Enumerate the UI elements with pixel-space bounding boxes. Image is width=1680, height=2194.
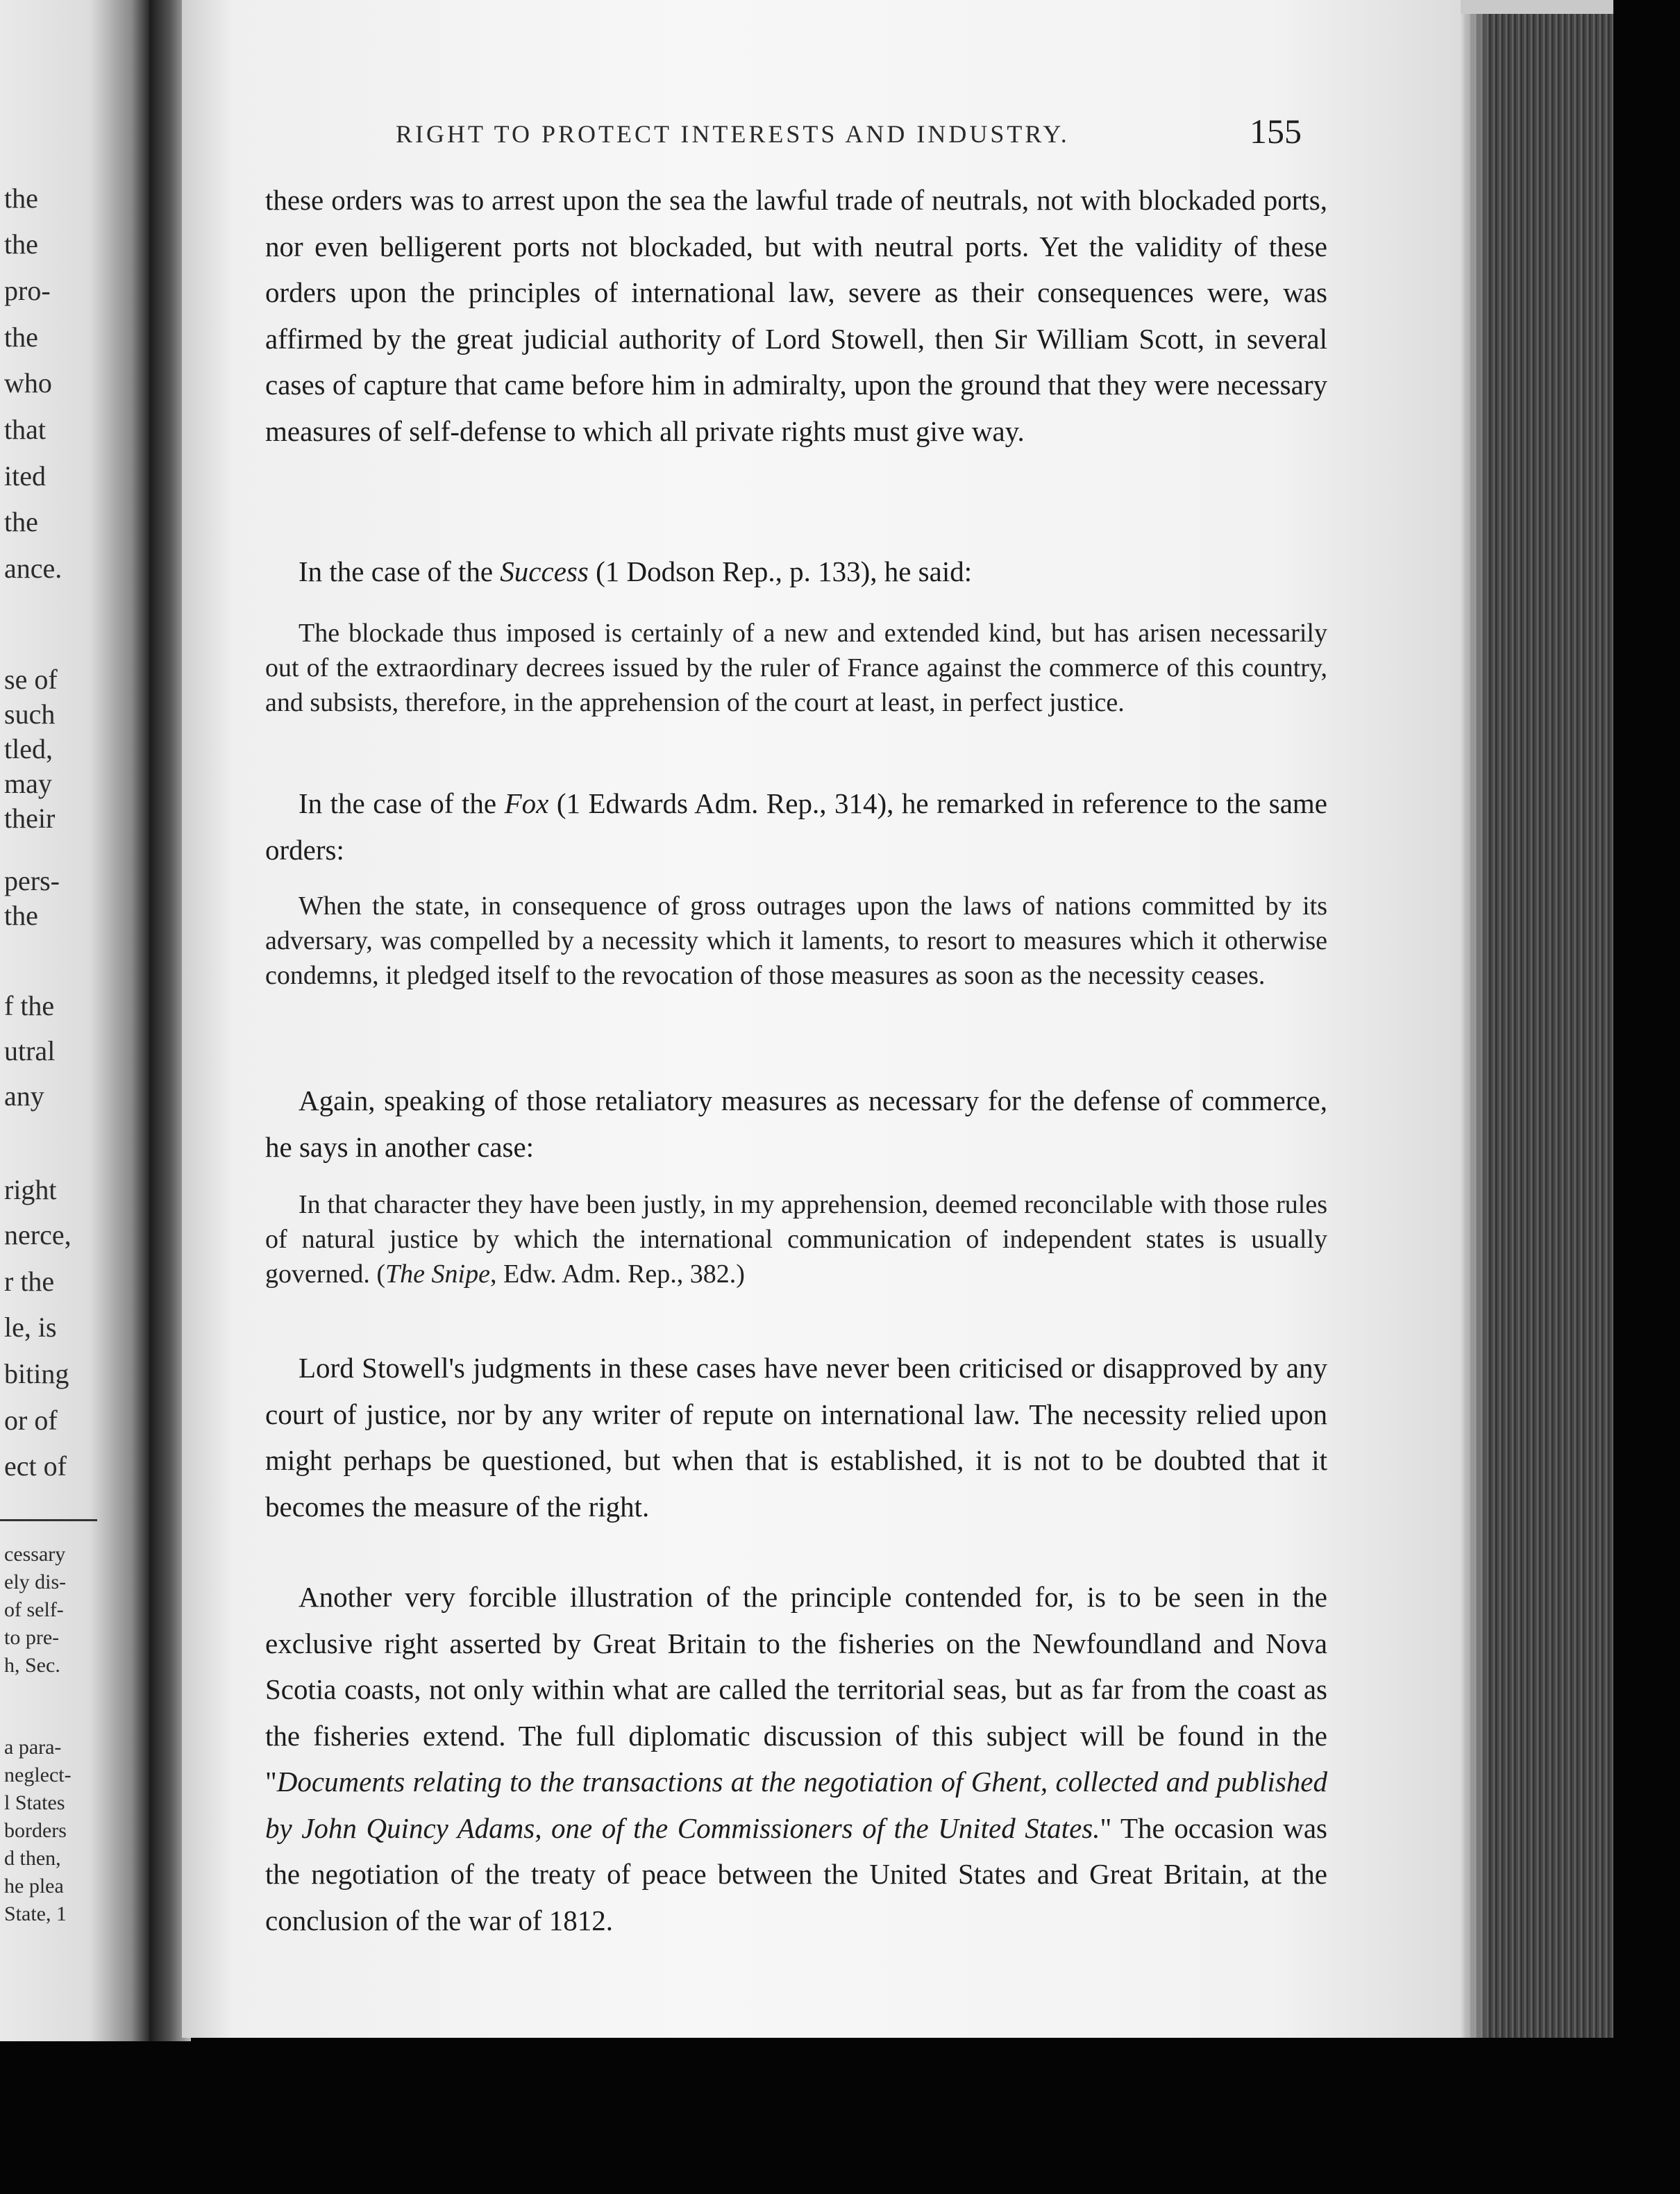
left-page-fragment: or of: [4, 1405, 58, 1436]
case-name-snipe: The Snipe: [385, 1259, 490, 1289]
left-page-note: of self-: [4, 1598, 64, 1621]
paragraph-6-rest: " The occasion was the negotiation of the treaty of peace between the United States and Great Britain, at the conclusion of the war of 1812.: [265, 1811, 1327, 1936]
left-page-note: ely dis-: [4, 1571, 67, 1593]
running-head: RIGHT TO PROTECT INTERESTS AND INDUSTRY.: [396, 120, 1070, 148]
paragraph-3: [265, 780, 1327, 873]
left-page-fragment: ect of: [4, 1450, 67, 1482]
left-page-note: a para-: [4, 1736, 62, 1759]
left-page-fragment: biting: [4, 1358, 69, 1389]
left-page-fragment: the: [4, 183, 38, 214]
left-facing-page: [0, 0, 149, 2041]
left-page-fragment: the: [4, 321, 38, 353]
left-page-fragment: that: [4, 414, 46, 445]
left-page-fragment: such: [4, 698, 56, 730]
footnote-rule: [0, 1519, 97, 1521]
left-page-note: State, 1: [4, 1902, 67, 1925]
left-page-fragment: se of: [4, 664, 58, 695]
paragraph-3-lead: In the case of the: [299, 787, 505, 819]
paragraph-5: Lord Stowell's judgments in these cases have never been criticised or disapproved by any court of justice, nor by any writer of repute on international law. The necessity relied upon might perhaps be questioned, but when that is established, it is not to be doubted that it becomes the measure of the right.: [265, 1352, 1327, 1523]
paragraph-2: [265, 548, 1327, 595]
left-page-fragment: pro-: [4, 275, 51, 306]
block-quote-3-text: In that character they have been justly, in my apprehension, deemed reconcilable with those rules of natural justice by which the international communication of independent states is usually governed. (: [265, 1190, 1327, 1289]
left-page-fragment: may: [4, 768, 52, 799]
left-page-fragment: le, is: [4, 1312, 57, 1343]
left-page-fragment: ance.: [4, 553, 62, 584]
block-quote-1: The blockade thus imposed is certainly of a new and extended kind, but has arisen necessarily out of the extraordinary decrees issued by the ruler of France against the commerce of this country, and subsists, therefore, in the apprehension of the court at least, in perfect justice.: [265, 619, 1327, 717]
paragraph-6-lead: Another very forcible illustration of the principle contended for, is to be seen in the exclusive right asserted by Great Britain to the fisheries on the Newfoundland and Nova Scotia coasts, not only within what are called the territorial seas, but as far from the coast as the fisheries extend. The full diplomatic discussion of this subject will be found in the ": [265, 1581, 1327, 1798]
left-page-fragment: any: [4, 1080, 44, 1112]
left-page-fragment: r the: [4, 1266, 55, 1297]
left-page-fragment: the: [4, 228, 38, 260]
block-quote-3: [265, 1187, 1327, 1291]
page-edges-shade: [1461, 14, 1488, 2038]
left-page-fragment: ited: [4, 460, 46, 492]
left-page-fragment: pers-: [4, 865, 60, 896]
case-name-fox: Fox: [504, 787, 549, 819]
paragraph-3-rest: (1 Edwards Adm. Rep., 314), he remarked in reference to the same orders:: [265, 787, 1327, 866]
left-page-note: to pre-: [4, 1626, 60, 1649]
paragraph-4: Again, speaking of those retaliatory measures as necessary for the defense of commerce, he says in another case:: [265, 1085, 1327, 1163]
page-number: 155: [1250, 112, 1302, 151]
left-page-note: borders: [4, 1819, 67, 1842]
left-page-fragment: tled,: [4, 733, 53, 764]
left-page-note: d then,: [4, 1847, 61, 1870]
paragraph-2-citation: (1 Dodson Rep., p. 133), he said:: [588, 555, 973, 587]
left-page-note: cessary: [4, 1543, 66, 1566]
left-page-note: neglect-: [4, 1764, 72, 1786]
left-page-fragment: right: [4, 1174, 57, 1205]
paragraph-1: these orders was to arrest upon the sea the lawful trade of neutrals, not with blockaded ports, nor even belligerent ports not blockaded, but with neutral ports. Yet the validity of these orders upon the principles of international law, severe as their consequences were, was affirmed by the great judicial authority of Lord Stowell, then Sir William Scott, in several cases of capture that came before him in admiralty, upon the ground that they were necessary measures of self-defense to which all private rights must give way.: [265, 184, 1327, 447]
block-quote-2: When the state, in consequence of gross outrages upon the laws of nations committed by its adversary, was compelled by a necessity which it laments, to resort to measures which it otherwise condemns, it pledged itself to the revocation of those measures as soon as the necessity ceases.: [265, 891, 1327, 990]
left-page-note: l States: [4, 1791, 65, 1814]
documents-title: Documents relating to the transactions at the negotiation of Ghent, collected and published by John Quincy Adams, one of the Commissioners of the United States.: [265, 1766, 1327, 1844]
left-page-fragment: nerce,: [4, 1219, 72, 1250]
left-page-fragment: the: [4, 900, 38, 931]
left-page-fragment: f the: [4, 990, 55, 1021]
left-page-fragment: their: [4, 803, 56, 834]
left-page-fragment: the: [4, 506, 38, 537]
paragraph-6: [265, 1574, 1327, 1943]
left-page-fragment: utral: [4, 1035, 56, 1066]
left-page-note: he plea: [4, 1875, 64, 1898]
paragraph-2-lead: In the case of the: [299, 555, 501, 587]
case-name-success: Success: [500, 555, 589, 587]
left-page-note: h, Sec.: [4, 1654, 60, 1677]
left-page-fragment: who: [4, 367, 52, 399]
block-quote-3-citation: , Edw. Adm. Rep., 382.): [489, 1259, 745, 1289]
